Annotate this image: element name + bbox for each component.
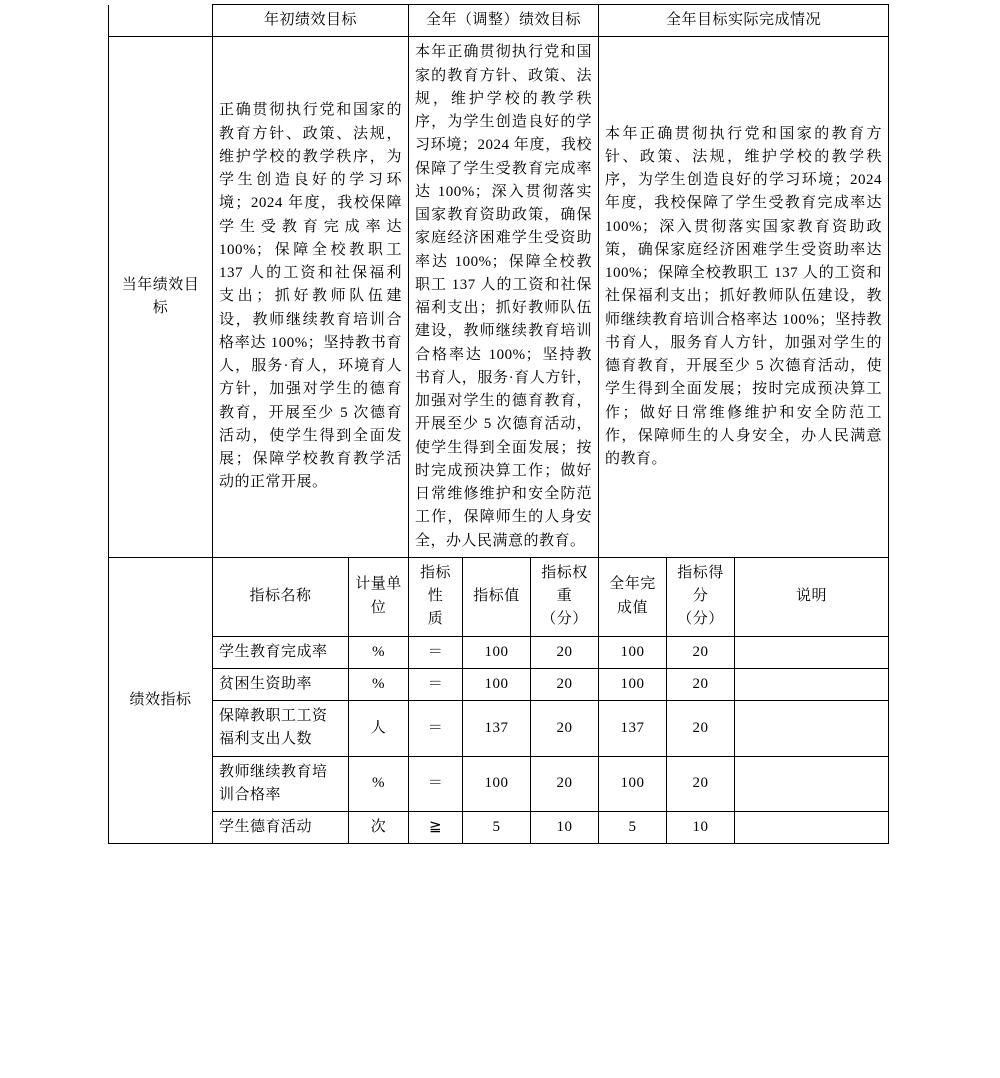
cell-adjusted-goal-text: 本年正确贯彻执行党和国家的教育方针、政策、法规，维护学校的教学秩序，为学生创造良好的学习环境；2024 年度，我校保障了学生受教育完成率达 100%；深入贯彻落实国家教育资助政策，确保家庭经济困难学生受资助率达 100%；保障全校教职工 137 人的工资和社保福利支出；抓好教师队伍建设，教师继续教育培训合格率达 100%；坚持教书育人，服务·育人方针，加强对学生的德育教育，开展至少 5 次德育活动，使学生得到全面发展；按时完成预决算工作；做好日常维修维护和安全防范工作，保障师生的人身安全，办人民满意的教育。	[409, 37, 599, 558]
col-header-unit-line2: 位	[370, 599, 387, 616]
cell-indicator-unit: 次	[349, 812, 409, 844]
cell-indicator-done: 100	[599, 756, 667, 812]
col-header-weight-line3: （分）	[541, 611, 588, 628]
cell-indicator-nature: ＝	[409, 636, 463, 668]
cell-indicator-score: 20	[667, 668, 735, 700]
cell-indicator-value: 5	[463, 812, 531, 844]
cell-indicator-weight: 20	[531, 756, 599, 812]
cell-indicator-nature: ＝	[409, 668, 463, 700]
cell-indicator-name: 保障教职工工资福利支出人数	[213, 701, 349, 757]
col-header-nature-line2: 质	[427, 611, 444, 628]
col-header-note: 说明	[735, 557, 889, 636]
col-header-indicator-name: 指标名称	[213, 557, 349, 636]
col-header-score-line3: （分）	[677, 611, 724, 628]
col-header-weight	[531, 557, 599, 636]
cell-indicator-value: 137	[463, 701, 531, 757]
cell-indicator-score: 20	[667, 756, 735, 812]
cell-indicator-nature: ＝	[409, 756, 463, 812]
table-row	[109, 668, 889, 700]
cell-indicator-weight: 20	[531, 668, 599, 700]
header-actual-completion: 全年目标实际完成情况	[599, 5, 889, 37]
cell-indicator-weight: 20	[531, 636, 599, 668]
indicator-header-row	[109, 557, 889, 636]
header-blank-cell	[109, 5, 213, 37]
cell-indicator-done: 137	[599, 701, 667, 757]
goal-text-row	[109, 37, 889, 558]
performance-goal-table	[108, 4, 889, 844]
cell-indicator-done: 5	[599, 812, 667, 844]
row-label-current-year-goal: 当年绩效目标	[109, 37, 213, 558]
table-row	[109, 812, 889, 844]
cell-initial-goal-text: 正确贯彻执行党和国家的教育方针、政策、法规，维护学校的教学秩序，为学生创造良好的学习环境；2024 年度，我校保障学生受教育完成率达 100%；保障全校教职工 137 人的工资和社保福利支出；抓好教师队伍建设，教师继续教育培训合格率达 100%；坚持教书育人，服务·育人，环境育人方针，加强对学生的德育教育，开展至少 5 次德育活动，使学生得到全面发展；保障学校教育教学活动的正常开展。	[213, 37, 409, 558]
table-row	[109, 636, 889, 668]
cell-indicator-done: 100	[599, 636, 667, 668]
cell-indicator-score: 10	[667, 812, 735, 844]
cell-indicator-note	[735, 636, 889, 668]
row-label-performance-indicators: 绩效指标	[109, 557, 213, 844]
cell-indicator-unit: %	[349, 668, 409, 700]
col-header-score	[667, 557, 735, 636]
cell-indicator-unit: 人	[349, 701, 409, 757]
header-adjusted-goal: 全年（调整）绩效目标	[409, 5, 599, 37]
cell-indicator-nature: ≧	[409, 812, 463, 844]
col-header-value: 指标值	[463, 557, 531, 636]
col-header-score-line2: 分	[692, 588, 709, 604]
col-header-nature-line1: 指标性	[420, 564, 452, 604]
cell-indicator-score: 20	[667, 701, 735, 757]
cell-indicator-unit: %	[349, 756, 409, 812]
col-header-unit	[349, 557, 409, 636]
cell-indicator-note	[735, 701, 889, 757]
cell-indicator-weight: 20	[531, 701, 599, 757]
col-header-weight-line1: 指标权	[541, 564, 588, 581]
cell-indicator-value: 100	[463, 668, 531, 700]
cell-indicator-name: 贫困生资助率	[213, 668, 349, 700]
cell-indicator-done: 100	[599, 668, 667, 700]
cell-indicator-note	[735, 812, 889, 844]
cell-indicator-name: 学生教育完成率	[213, 636, 349, 668]
col-header-nature	[409, 557, 463, 636]
cell-indicator-name: 学生德育活动	[213, 812, 349, 844]
cell-indicator-unit: %	[349, 636, 409, 668]
cell-indicator-name: 教师继续教育培训合格率	[213, 756, 349, 812]
cell-indicator-score: 20	[667, 636, 735, 668]
cell-indicator-nature: ＝	[409, 701, 463, 757]
cell-indicator-weight: 10	[531, 812, 599, 844]
col-header-weight-line2: 重	[556, 588, 573, 604]
col-header-done-line1: 全年完	[609, 576, 656, 593]
cell-indicator-value: 100	[463, 756, 531, 812]
cell-actual-completion-text: 本年正确贯彻执行党和国家的教育方针、政策、法规，维护学校的教学秩序，为学生创造良好的学习环境；2024 年度，我校保障了学生受教育完成率达 100%；深入贯彻落实国家教育资助政策，确保家庭经济困难学生受资助率达 100%；保障全校教职工 137 人的工资和社保福利支出；抓好教师队伍建设，教师继续教育培训合格率达 100%；坚持教书育人，服务育人方针，加强对学生的德育教育，开展至少 5 次德育活动，使学生得到全面发展；按时完成预决算工作；做好日常维修维护和安全防范工作，保障师生的人身安全，办人民满意的教育。	[599, 37, 889, 558]
col-header-unit-line1: 计量单	[355, 576, 402, 593]
table-row	[109, 756, 889, 812]
table-header-row	[109, 5, 889, 37]
col-header-done-line2: 成值	[617, 599, 649, 616]
header-initial-goal: 年初绩效目标	[213, 5, 409, 37]
cell-indicator-note	[735, 668, 889, 700]
col-header-score-line1: 指标得	[677, 564, 724, 581]
cell-indicator-note	[735, 756, 889, 812]
cell-indicator-value: 100	[463, 636, 531, 668]
col-header-done	[599, 557, 667, 636]
table-row	[109, 701, 889, 757]
